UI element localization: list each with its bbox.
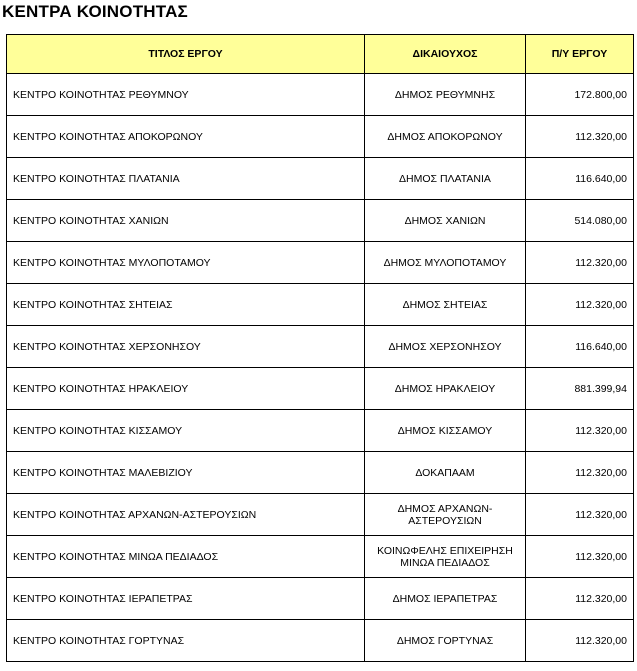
beneficiary-cell: ΔΗΜΟΣ ΡΕΘΥΜΝΗΣ	[365, 74, 526, 116]
project-title-cell: ΚΕΝΤΡΟ ΚΟΙΝΟΤΗΤΑΣ ΓΟΡΤΥΝΑΣ	[7, 620, 365, 662]
beneficiary-cell: ΔΗΜΟΣ ΙΕΡΑΠΕΤΡΑΣ	[365, 578, 526, 620]
budget-cell: 112.320,00	[526, 494, 634, 536]
projects-table	[6, 34, 634, 662]
project-title-cell: ΚΕΝΤΡΟ ΚΟΙΝΟΤΗΤΑΣ ΙΕΡΑΠΕΤΡΑΣ	[7, 578, 365, 620]
budget-cell: 514.080,00	[526, 200, 634, 242]
budget-cell: 112.320,00	[526, 116, 634, 158]
project-title-cell: ΚΕΝΤΡΟ ΚΟΙΝΟΤΗΤΑΣ ΣΗΤΕΙΑΣ	[7, 284, 365, 326]
column-header-beneficiary: ΔΙΚΑΙΟΥΧΟΣ	[365, 35, 526, 74]
project-title-cell: ΚΕΝΤΡΟ ΚΟΙΝΟΤΗΤΑΣ ΜΥΛΟΠΟΤΑΜΟΥ	[7, 242, 365, 284]
project-title-cell: ΚΕΝΤΡΟ ΚΟΙΝΟΤΗΤΑΣ ΑΡΧΑΝΩΝ-ΑΣΤΕΡΟΥΣΙΩΝ	[7, 494, 365, 536]
budget-cell: 112.320,00	[526, 284, 634, 326]
beneficiary-cell: ΚΟΙΝΩΦΕΛΗΣ ΕΠΙΧΕΙΡΗΣΗ ΜΙΝΩΑ ΠΕΔΙΑΔΟΣ	[365, 536, 526, 578]
beneficiary-cell: ΔΗΜΟΣ ΚΙΣΣΑΜΟΥ	[365, 410, 526, 452]
table-row	[7, 284, 634, 326]
project-title-cell: ΚΕΝΤΡΟ ΚΟΙΝΟΤΗΤΑΣ ΜΙΝΩΑ ΠΕΔΙΑΔΟΣ	[7, 536, 365, 578]
budget-cell: 881.399,94	[526, 368, 634, 410]
budget-cell: 116.640,00	[526, 158, 634, 200]
project-title-cell: ΚΕΝΤΡΟ ΚΟΙΝΟΤΗΤΑΣ ΧΑΝΙΩΝ	[7, 200, 365, 242]
table-row	[7, 326, 634, 368]
beneficiary-cell: ΔΗΜΟΣ ΑΠΟΚΟΡΩΝΟΥ	[365, 116, 526, 158]
table-row	[7, 452, 634, 494]
table-row	[7, 116, 634, 158]
column-header-project-title: ΤΙΤΛΟΣ ΕΡΓΟΥ	[7, 35, 365, 74]
project-title-cell: ΚΕΝΤΡΟ ΚΟΙΝΟΤΗΤΑΣ ΡΕΘΥΜΝΟΥ	[7, 74, 365, 116]
budget-cell: 112.320,00	[526, 452, 634, 494]
table-row	[7, 200, 634, 242]
beneficiary-cell: ΔΗΜΟΣ ΣΗΤΕΙΑΣ	[365, 284, 526, 326]
table-row	[7, 242, 634, 284]
budget-cell: 112.320,00	[526, 620, 634, 662]
table-row	[7, 494, 634, 536]
column-header-budget: Π/Υ ΕΡΓΟΥ	[526, 35, 634, 74]
table-row	[7, 410, 634, 452]
project-title-cell: ΚΕΝΤΡΟ ΚΟΙΝΟΤΗΤΑΣ ΑΠΟΚΟΡΩΝΟΥ	[7, 116, 365, 158]
beneficiary-cell: ΔΗΜΟΣ ΗΡΑΚΛΕΙΟΥ	[365, 368, 526, 410]
page-title: ΚΕΝΤΡΑ ΚΟΙΝΟΤΗΤΑΣ	[2, 2, 188, 21]
project-title-cell: ΚΕΝΤΡΟ ΚΟΙΝΟΤΗΤΑΣ ΧΕΡΣΟΝΗΣΟΥ	[7, 326, 365, 368]
beneficiary-cell: ΔΟΚΑΠΑΑΜ	[365, 452, 526, 494]
budget-cell: 112.320,00	[526, 410, 634, 452]
table-row	[7, 620, 634, 662]
beneficiary-cell: ΔΗΜΟΣ ΠΛΑΤΑΝΙΑ	[365, 158, 526, 200]
beneficiary-cell: ΔΗΜΟΣ ΑΡΧΑΝΩΝ-ΑΣΤΕΡΟΥΣΙΩΝ	[365, 494, 526, 536]
project-title-cell: ΚΕΝΤΡΟ ΚΟΙΝΟΤΗΤΑΣ ΠΛΑΤΑΝΙΑ	[7, 158, 365, 200]
table-row	[7, 158, 634, 200]
beneficiary-cell: ΔΗΜΟΣ ΓΟΡΤΥΝΑΣ	[365, 620, 526, 662]
table-row	[7, 578, 634, 620]
project-title-cell: ΚΕΝΤΡΟ ΚΟΙΝΟΤΗΤΑΣ ΚΙΣΣΑΜΟΥ	[7, 410, 365, 452]
project-title-cell: ΚΕΝΤΡΟ ΚΟΙΝΟΤΗΤΑΣ ΗΡΑΚΛΕΙΟΥ	[7, 368, 365, 410]
budget-cell: 112.320,00	[526, 242, 634, 284]
beneficiary-cell: ΔΗΜΟΣ ΜΥΛΟΠΟΤΑΜΟΥ	[365, 242, 526, 284]
budget-cell: 112.320,00	[526, 536, 634, 578]
table-row	[7, 368, 634, 410]
table-row	[7, 74, 634, 116]
budget-cell: 112.320,00	[526, 578, 634, 620]
project-title-cell: ΚΕΝΤΡΟ ΚΟΙΝΟΤΗΤΑΣ ΜΑΛΕΒΙΖΙΟΥ	[7, 452, 365, 494]
budget-cell: 172.800,00	[526, 74, 634, 116]
beneficiary-cell: ΔΗΜΟΣ ΧΕΡΣΟΝΗΣΟΥ	[365, 326, 526, 368]
beneficiary-cell: ΔΗΜΟΣ ΧΑΝΙΩΝ	[365, 200, 526, 242]
budget-cell: 116.640,00	[526, 326, 634, 368]
table-row	[7, 536, 634, 578]
table-header-row	[7, 35, 634, 74]
